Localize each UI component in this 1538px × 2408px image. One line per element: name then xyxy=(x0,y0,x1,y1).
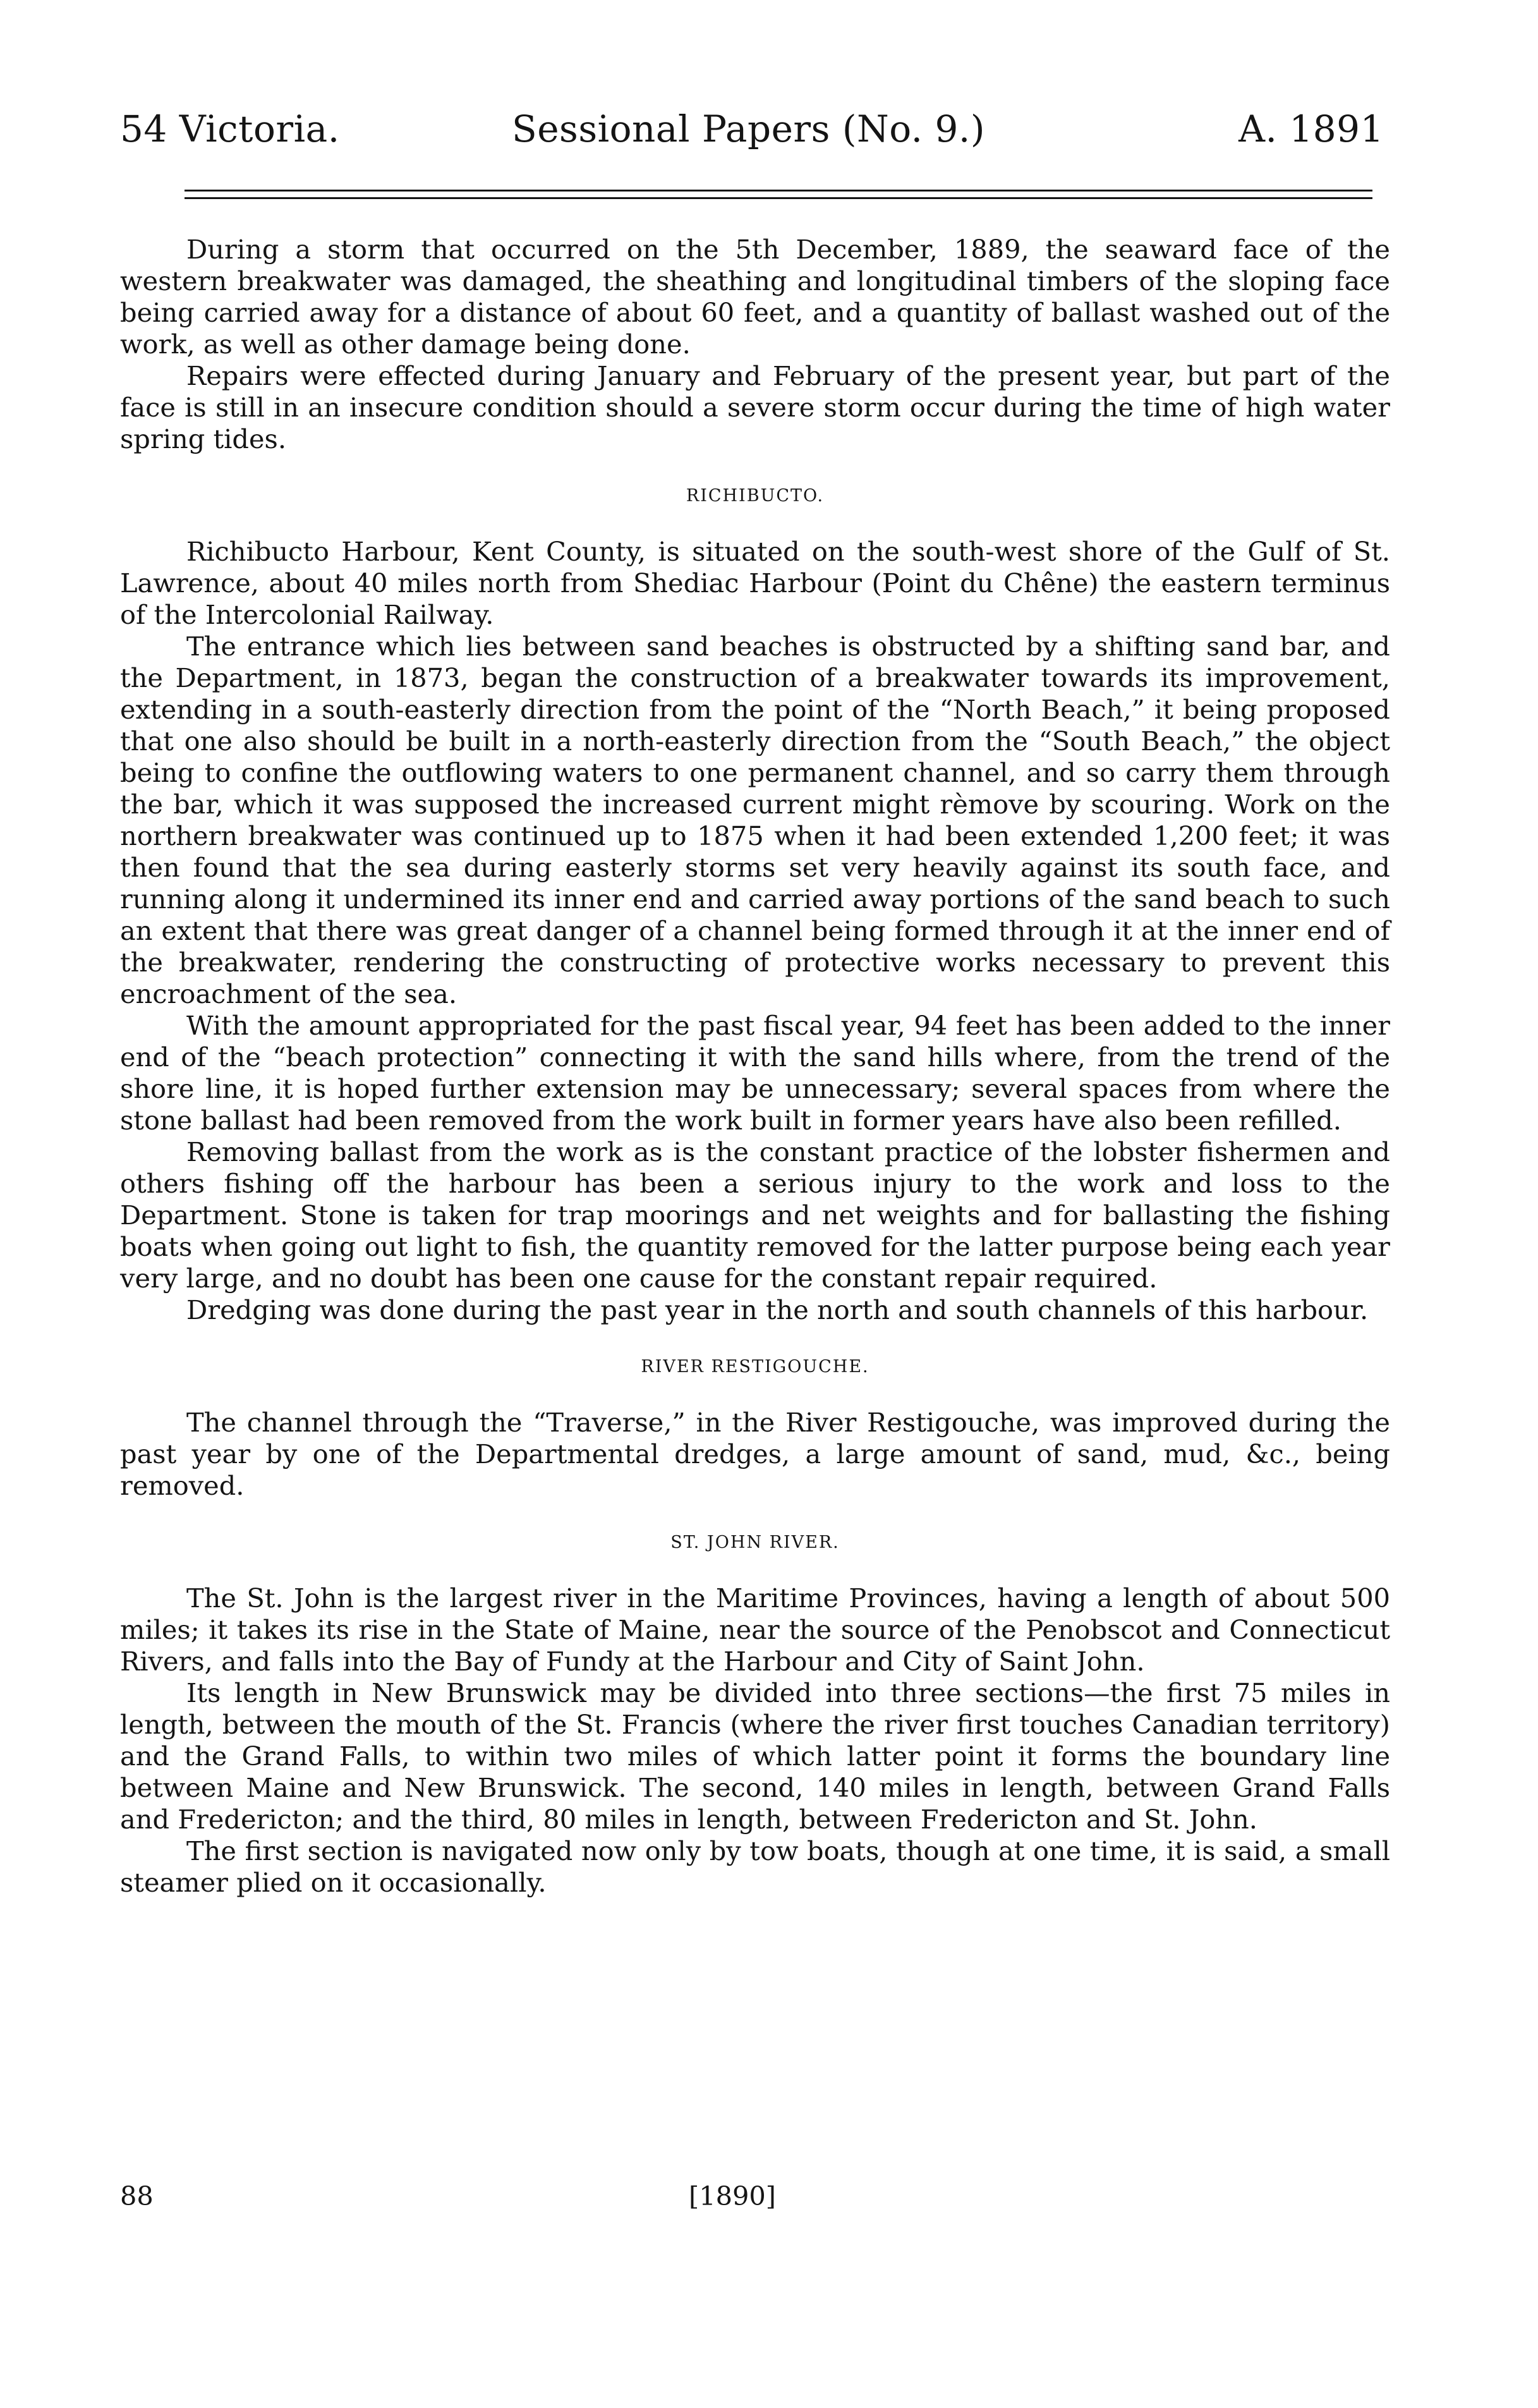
paragraph: Removing ballast from the work as is the constant practice of the lobster fishermen and others fishing off the harbour has been a serious injury to the work and loss to the Department. Stone is taken for trap moorings and net weights and for ballasting the fishing boats when going out light to fish, the quantity removed for the latter purpose being each year very large, and no doubt has been one cause for the constant repair required. xyxy=(120,1136,1390,1294)
header-year: A. 1891 xyxy=(1238,107,1384,150)
page-footer xyxy=(120,2180,878,2218)
header-series: Sessional Papers (No. 9.) xyxy=(512,107,985,150)
paragraph: The first section is navigated now only by tow boats, though at one time, it is said, a small steamer plied on it occasionally. xyxy=(120,1835,1390,1898)
paragraph: Dredging was done during the past year in the north and south channels of this harbour. xyxy=(186,1294,1369,1325)
running-header xyxy=(120,107,1384,158)
header-rule-bottom xyxy=(185,197,1372,199)
bracket-year: [1890] xyxy=(689,2180,776,2211)
paragraph: Its length in New Brunswick may be divided into three sections—the first 75 miles in length, between the mouth of the St. Francis (where the river first touches Canadian territory) and the Grand Falls, to within two miles of which latter point it forms the boundary line between Maine and New Brunswick. The second, 140 miles in length, between Grand Falls and Fredericton; and the third, 80 miles in length, between Fredericton and St. John. xyxy=(120,1677,1390,1835)
section-heading-river-restigouche: RIVER RESTIGOUCHE. xyxy=(641,1357,869,1377)
header-volume: 54 Victoria. xyxy=(120,107,340,150)
paragraph: During a storm that occurred on the 5th December, 1889, the seaward face of the western breakwater was damaged, the sheathing and longitudinal timbers of the sloping face being carried away for a distance of about 60 feet, and a quantity of ballast washed out of the work, as well as other damage being done. xyxy=(120,234,1390,360)
paragraph: With the amount appropriated for the past fiscal year, 94 feet has been added to the inner end of the “beach protection” connecting it with the sand hills where, from the trend of the shore line, it is hoped further extension may be unnecessary; several spaces from where the stone ballast had been removed from the work built in former years have also been refilled. xyxy=(120,1010,1390,1136)
paragraph: The entrance which lies between sand beaches is obstructed by a shifting sand bar, and the Department, in 1873, began the construction of a breakwater towards its improvement, extending in a south-easterly direction from the point of the “North Beach,” it being proposed that one also should be built in a north-easterly direction from the “South Beach,” the object being to confine the outflowing waters to one permanent channel, and so carry them through the bar, which it was supposed the increased current might rèmove by scouring. Work on the northern breakwater was continued up to 1875 when it had been extended 1,200 feet; it was then found that the sea during easterly storms set very heavily against its south face, and running along it undermined its inner end and carried away portions of the sand beach to such an extent that there was great danger of a channel being formed through it at the inner end of the breakwater, rendering the constructing of protective works necessary to prevent this encroachment of the sea. xyxy=(120,631,1390,1009)
header-rule-top xyxy=(185,190,1372,192)
section-heading-st-john-river: ST. JOHN RIVER. xyxy=(670,1533,840,1552)
paragraph: Repairs were effected during January and February of the present year, but part of the face is still in an insecure condition should a severe storm occur during the time of high water spring tides. xyxy=(120,360,1390,454)
paragraph: The St. John is the largest river in the Maritime Provinces, having a length of about 500 miles; it takes its rise in the State of Maine, near the source of the Penobscot and Connecticut Rivers, and falls into the Bay of Fundy at the Harbour and City of Saint John. xyxy=(120,1583,1390,1677)
paragraph: The channel through the “Traverse,” in the River Restigouche, was improved during the past year by one of the Departmental dredges, a large amount of sand, mud, &c., being removed. xyxy=(120,1407,1390,1501)
page-number: 88 xyxy=(120,2180,154,2211)
paragraph: Richibucto Harbour, Kent County, is situated on the south-west shore of the Gulf of St. Lawrence, about 40 miles north from Shediac Harbour (Point du Chêne) the eastern terminus of the Intercolonial Railway. xyxy=(120,536,1390,630)
body-text xyxy=(120,234,1390,1899)
section-heading-richibucto: RICHIBUCTO. xyxy=(686,486,825,506)
